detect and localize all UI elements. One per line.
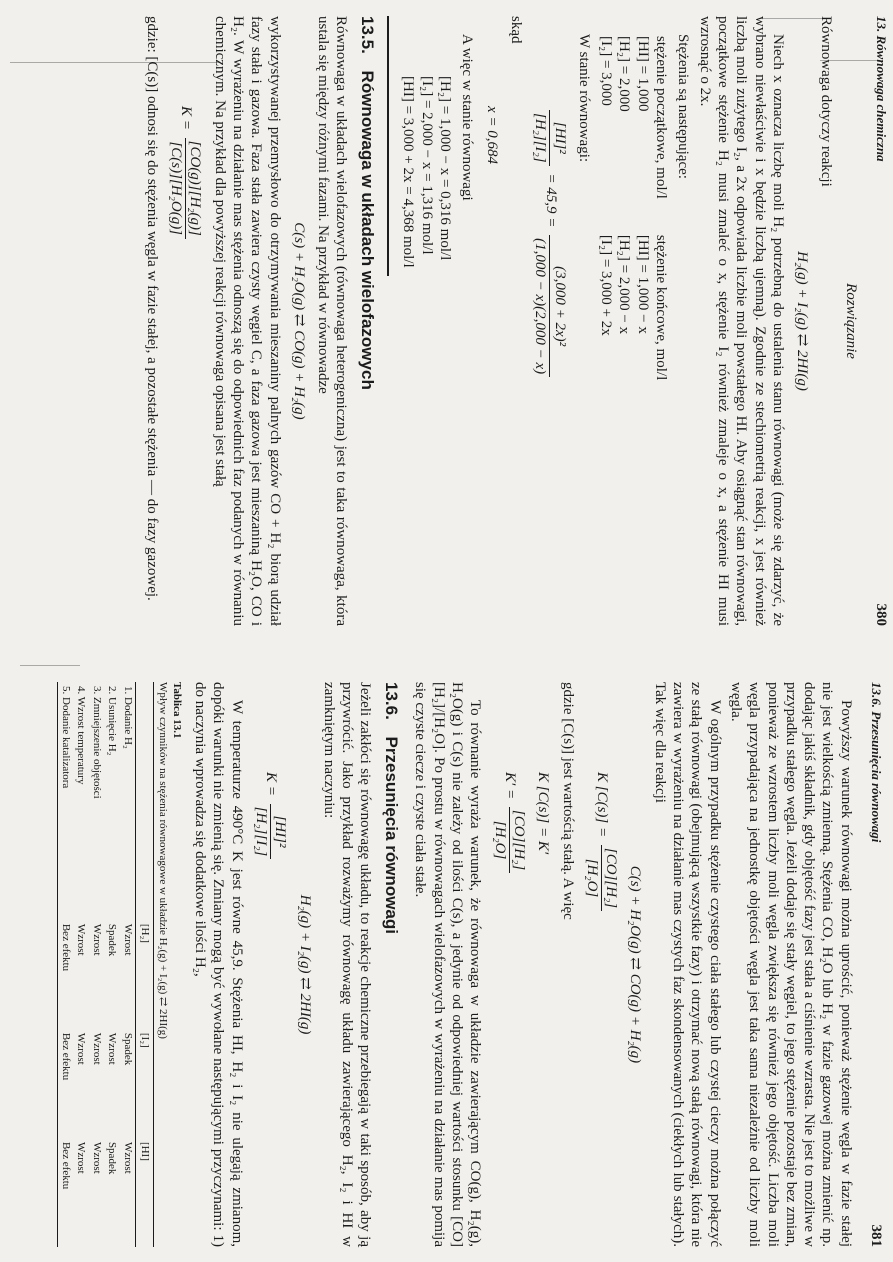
- header-title: 13. Równowaga chemiczna: [874, 16, 889, 162]
- section-title: Przesunięcia równowagi: [382, 736, 402, 934]
- paragraph: Powyższy warunek równowagi można uprościć, ponieważ stężenie węgla w fazie stałej nie jest wielkością zmienną. Stężenia CO, H₂O lub H₂ w fazie gazowej można zmienić np. dodając jakiś składnik, gdy objętość fazy jest stała a ciśnienie wzrasta. Nie jest to możliwe w przypadku stałego węgla. Jeżeli dodaje się stały węgiel, to jego stężenie pozostaje bez zmian, ponieważ ze wzrostem liczby moli węgla zwiększa się również jego objętość. Liczba moli węgla przypadająca na jednostkę objętości węgla jest taka sama niezależnie od liczby moli węgla.: [727, 682, 854, 1247]
- denominator: [H₂O]: [491, 820, 508, 860]
- paragraph: W ogólnym przypadku stężenie czystego ciała stałego lub czystej cieczy można połączyć ze stałą równowagi (obejmującą wszystkie fazy) i otrzymać nową stałą równowagi, która nie zawiera w wyrażeniu na działanie mas czystych faz skondensowanych (ciekłych lub stałych). Tak więc dla reakcji: [651, 682, 723, 1247]
- denominator: [H₂O]: [583, 858, 600, 898]
- value-line: [HI] = 1,000: [634, 36, 651, 112]
- numerator: [HI]²: [549, 110, 568, 166]
- reaction-equation: C(s) + H₂O(g) ⇄ CO(g) + H₂(g): [290, 222, 307, 420]
- paragraph: Jeżeli zakłóci się równowagę układu, to reakcje chemiczne przebiegają w taki sposób, aby ją przywrócić. Jako przykład rozważymy równowagę układu zawierającego H₂, I₂ i HI w zamkniętym naczyniu:: [320, 682, 374, 1247]
- table-cell: Wzrost: [121, 1141, 134, 1174]
- k-lhs: K =: [263, 772, 280, 796]
- page-number: 381: [868, 1224, 884, 1247]
- section-title: Równowaga w układach wielofazowych: [358, 70, 378, 390]
- table-cell: Wzrost: [90, 1141, 103, 1174]
- table-cell: Wzrost: [121, 923, 134, 956]
- value-line: [HI] = 1,000 − x: [634, 234, 651, 334]
- table-cell: 3. Zmniejszenie objętości: [90, 686, 103, 799]
- denominator: [H₂][I₂]: [532, 113, 549, 163]
- table-cell: Bez efektu: [57, 1138, 73, 1247]
- table-header: [HI]: [135, 1138, 153, 1247]
- table-cell: Spadek: [121, 1032, 134, 1066]
- table-cell: Wzrost: [106, 1032, 119, 1065]
- page-381: [59, 682, 885, 1247]
- paragraph: skąd: [507, 16, 524, 44]
- fraction: [531, 110, 569, 166]
- table-cell: Wzrost: [75, 1032, 88, 1065]
- running-header: [872, 16, 890, 626]
- table-cell: Wzrost: [75, 1141, 88, 1174]
- scan-mark: [20, 665, 80, 666]
- numerator: [CO][H₂]: [509, 807, 528, 873]
- page-380: [143, 16, 890, 626]
- result-list: [399, 76, 454, 626]
- result-line: [I₂] = 2,000 − x = 1,316 mol/l: [418, 76, 435, 255]
- header-title: 13.6. Przesunięcia równowagi: [869, 682, 884, 843]
- x-result: x = 0,684: [483, 106, 500, 165]
- table-caption: [156, 682, 183, 1247]
- table-cell: Wzrost: [75, 923, 88, 956]
- denominator: [C(s)][H₂O(g)]: [168, 141, 185, 236]
- fraction: [490, 807, 528, 873]
- solution-heading: Rozwiązanie: [842, 283, 859, 359]
- fraction: [583, 845, 621, 911]
- initial-column: [597, 36, 670, 199]
- k-const-equation: K [C(s)] = K′: [535, 772, 552, 855]
- numerator: [CO(g)][H₂(g)]: [185, 138, 204, 239]
- fraction: [252, 804, 290, 860]
- value-line: [H₂] = 2,000 − x: [616, 234, 633, 335]
- k-equation: [167, 106, 205, 626]
- paragraph: W temperaturze 490°C K jest równe 45,9. Stężenia HI, H₂ i I₂ nie ulegają zmianom, dopóki warunki nie zmienią się. Zmiany mogą być wywołane następującymi przyczynami: 1) do naczynia wprowadza się dodatkowe ilości H₂,: [192, 682, 245, 1247]
- paragraph: W stanie równowagi:: [575, 34, 592, 163]
- section-rule: [387, 16, 389, 276]
- table-row: [88, 682, 103, 1247]
- section-heading: [380, 682, 401, 1247]
- table-cell: Bez efektu: [57, 920, 73, 1029]
- fraction: [531, 235, 569, 377]
- k-equation: [252, 772, 290, 1247]
- paragraph: gdzie: [C(s)] odnosi się do stężenia węgla w fazie stałej, a pozostałe stężenia — do fazy gazowej.: [143, 16, 160, 601]
- value-line: [H₂] = 2,000: [616, 36, 633, 112]
- paragraph: Niech x oznacza liczbę moli H₂ potrzebną do ustalenia stanu równowagi (może się zdarzyć, że wybrano niewłaściwie i x będzie liczbą ujemną). Zgodnie ze stechiometrią reakcji, x jest również liczbą moli zużytego I₂, a 2x odpowiada liczbie moli powstałego HI. Aby osiągnąć stan równowagi, początkowe stężenie H₂ musi zmaleć o x, stężenie I₂ również zmaleje o x, a stężenie HI musi wzrosnąć o 2x.: [696, 16, 786, 626]
- table-cell: 5. Dodanie katalizatora: [57, 682, 73, 920]
- numerator: [HI]²: [270, 804, 289, 860]
- paragraph: Równowaga w układach wielofazowych (równowaga heterogeniczna) jest to taka równowaga, która ustala się między różnymi fazami. Na przykład w równowadze: [315, 16, 350, 626]
- paragraph: wykorzystywanej przemysłowo do otrzymywania mieszaniny palnych gazów CO + H₂ biorą udział fazy stała i gazowa. Faza stała zawiera czysty węgiel C, a faza gazowa jest mieszaniną H₂O, CO i H₂. W wyrażeniu na działanie mas stężenia odnoszą się do odpowiednich faz podanych w równaniu chemicznym. Na przykład dla powyższej reakcji równowaga opisana jest stałą: [211, 16, 283, 626]
- numerator: (3,000 + 2x)²: [549, 235, 568, 377]
- reaction-equation: H₂(g) + I₂(g) ⇄ 2HI(g): [296, 894, 313, 1035]
- effects-table: [57, 682, 154, 1247]
- table-row: [57, 682, 73, 1247]
- section-number: 13.5.: [358, 16, 378, 54]
- concentration-columns: [597, 36, 670, 626]
- table-cell: Spadek: [106, 1141, 119, 1175]
- table-cell: 4. Wzrost temperatury: [75, 686, 88, 785]
- k-lhs: K′ =: [501, 772, 518, 800]
- table-cell: Spadek: [106, 923, 119, 957]
- k-prime-equation: [490, 772, 528, 1247]
- table-header: [135, 682, 153, 920]
- table-header: [I₂]: [135, 1029, 153, 1138]
- k-equation: [583, 772, 621, 1247]
- denominator: (1,000 − x)(2,000 − x): [532, 238, 549, 375]
- paragraph: A więc w stanie równowagi: [459, 34, 476, 201]
- table-cell: 2. Usunięcie H₂: [106, 686, 119, 756]
- page-number: 380: [873, 603, 889, 626]
- final-column: [597, 235, 670, 380]
- table-row: [73, 682, 88, 1247]
- table-row: [104, 682, 119, 1247]
- fraction: [167, 138, 205, 239]
- result-line: [HI] = 3,000 + 2x = 4,368 mol/l: [400, 76, 417, 268]
- numerator: [CO][H₂]: [601, 845, 620, 911]
- paragraph: Stężenia są następujące:: [675, 34, 692, 179]
- k-lhs: K [C(s)] =: [593, 772, 610, 838]
- intro-text: Równowaga dotyczy reakcji: [818, 16, 835, 187]
- value-line: [I₂] = 3,000 + 2x: [598, 234, 615, 336]
- reaction-equation: C(s) + H₂O(g) ⇄ CO(g) + H₂(g): [627, 865, 644, 1064]
- equals-value: = 45,9 =: [542, 173, 559, 228]
- paragraph: To równanie wyraża warunek, że równowaga w układzie zawierającym CO(g), H₂(g), H₂O(g) i C(s) nie zależy od ilości C(s), a jedynie od odpowiedniej wartości stosunku [CO][H₂]/[H₂O]. Po prostu w równowagach wielofazowych w wyrażeniu na działanie mas pomija się czyste ciecze i czyste ciała stałe.: [412, 682, 484, 1247]
- column-header: stężenie początkowe, mol/l: [653, 36, 670, 199]
- table-cell: Wzrost: [90, 923, 103, 956]
- paragraph: gdzie [C(s)] jest wartością stałą. A więc: [559, 682, 576, 920]
- value-line: [I₂] = 3,000: [598, 36, 615, 106]
- section-heading: [356, 16, 377, 626]
- table-header: [H₂]: [135, 920, 153, 1029]
- table-row: [119, 682, 135, 1247]
- table-header-row: [135, 682, 153, 1247]
- table-cell: 1. Dodanie H₂: [121, 686, 134, 749]
- table-cell: Wzrost: [90, 1032, 103, 1065]
- table-label: Tablica 13.1: [170, 682, 183, 739]
- denominator: [H₂][I₂]: [252, 806, 269, 857]
- result-line: [H₂] = 1,000 − x = 0,316 mol/l: [437, 76, 454, 261]
- reaction-equation: H₂(g) + I₂(g) ⇄ 2HI(g): [794, 251, 811, 391]
- section-number: 13.6.: [382, 682, 402, 720]
- k-lhs: K =: [178, 106, 195, 130]
- table-cell: Bez efektu: [57, 1029, 73, 1138]
- running-header: [867, 682, 885, 1247]
- table-caption-text: Wpływ czynników na stężenia równowagowe w układzie H₂(g) + I₂(g) ⇄ 2HI(g): [157, 682, 170, 1039]
- column-header: stężenie końcowe, mol/l: [653, 234, 670, 381]
- equilibrium-equation: [531, 106, 569, 626]
